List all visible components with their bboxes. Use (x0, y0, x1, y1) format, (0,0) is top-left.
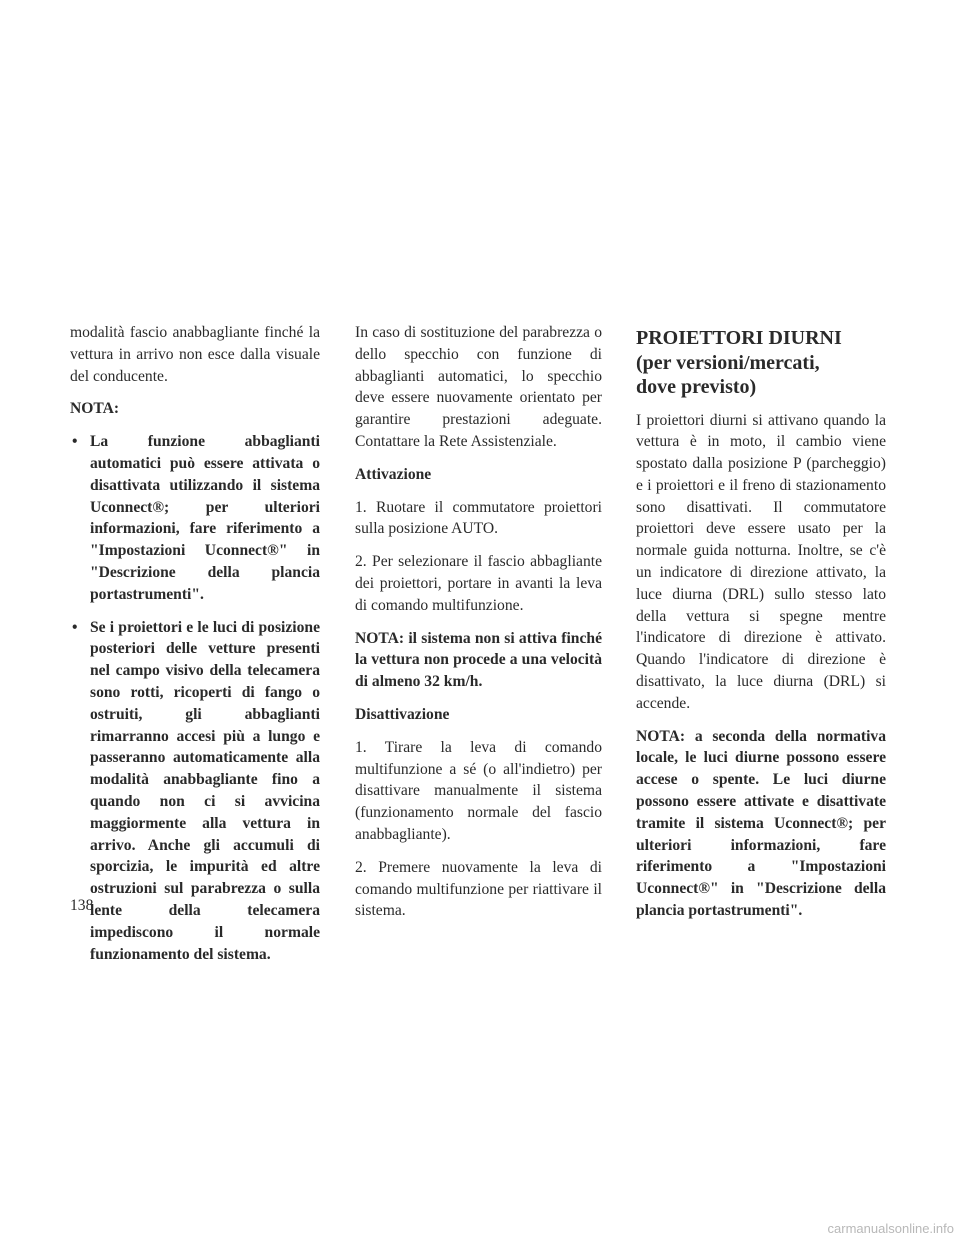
section-heading (636, 326, 886, 400)
right-column (636, 322, 886, 933)
intro-paragraph: In caso di sostituzione del parabrezza o dello specchio con funzione di abbaglianti automatici, lo specchio deve essere nuovamente orientato per garantire prestazioni adeguate. Contattare la Rete Assistenziale. (355, 324, 602, 450)
drl-note: NOTA: a seconda della normativa locale, le luci diurne possono essere accese o spente. Le luci diurne possono essere attivate e disattivate tramite il sistema Uconnect®; per ulteriori informazioni, fare riferimento a "Impostazioni Uconnect®" in "Descrizione della plancia portastrumenti". (636, 727, 886, 920)
footer-watermark: carmanualsonline.info (827, 1221, 954, 1236)
middle-column (355, 322, 602, 933)
speed-note: NOTA: il sistema non si attiva finché la vettura non procede a una velocità di almeno 32 km/h. (355, 629, 602, 691)
page-number: 138 (70, 897, 94, 914)
body-paragraph: I proiettori diurni si attivano quando la vettura è in moto, il cambio viene spostato dalla posizione P (parcheggio) e i proiettori e il freno di stazionamento sono disattivati. Il commutatore proiettori deve essere usato per la normale guida notturna. Inoltre, se c'è un indicatore di direzione attivato, la luce diurna (DRL) sullo stesso lato della vettura si spegne mentre l'indicatore di direzione è attivato. Quando l'indicatore di direzione è disattivato, la luce diurna (DRL) si accende. (636, 411, 886, 712)
deactivation-step-2: 2. Premere nuovamente la leva di comando multifunzione per riattivare il sistema. (355, 858, 602, 920)
intro-paragraph: modalità fascio anabbagliante finché la vettura in arrivo non esce dalla visuale del conducente. (70, 324, 320, 385)
bullet-text: Se i proiettori e le luci di posizione posteriori delle vetture presenti nel campo visivo della telecamera sono rotti, ricoperti di fango o ostruiti, gli abbaglianti rimarranno accesi più a lungo e passeranno automaticamente alla modalità anabbagliante fino a quando non ci si avvicina maggiormente alla vettura in arrivo. Anche gli accumuli di sporcizia, le impurità ed altre ostruzioni sul parabrezza o sulla lente della telecamera impediscono il normale funzionamento del sistema. (90, 618, 320, 963)
activation-step-2: 2. Per selezionare il fascio abbagliante dei proiettori, portare in avanti la leva di comando multifunzione. (355, 553, 602, 614)
bullet-text: La funzione abbaglianti automatici può essere attivata o disattivata utilizzando il sistema Uconnect®; per ulteriori informazioni, fare riferimento a "Impostazioni Uconnect®" in "Descrizione della plancia portastrumenti". (90, 433, 320, 603)
bullet-item (70, 617, 320, 966)
activation-step-1: 1. Ruotare il commutatore proiettori sulla posizione AUTO. (355, 498, 602, 538)
deactivation-step-1: 1. Tirare la leva di comando multifunzione a sé (o all'indietro) per disattivare manualmente il sistema (funzionamento normale del fascio anabbagliante). (355, 738, 602, 843)
left-column (70, 322, 320, 976)
bullet-icon: • (72, 618, 78, 636)
heading-line-3: dove previsto) (636, 376, 757, 398)
heading-line-1: PROIETTORI DIURNI (636, 327, 842, 349)
note-label: NOTA: (70, 400, 120, 418)
deactivation-heading: Disattivazione (355, 705, 450, 723)
bullet-icon: • (72, 433, 78, 451)
activation-heading: Attivazione (355, 465, 432, 483)
heading-line-2: (per versioni/mercati, (636, 351, 820, 374)
bullet-item (70, 431, 320, 605)
